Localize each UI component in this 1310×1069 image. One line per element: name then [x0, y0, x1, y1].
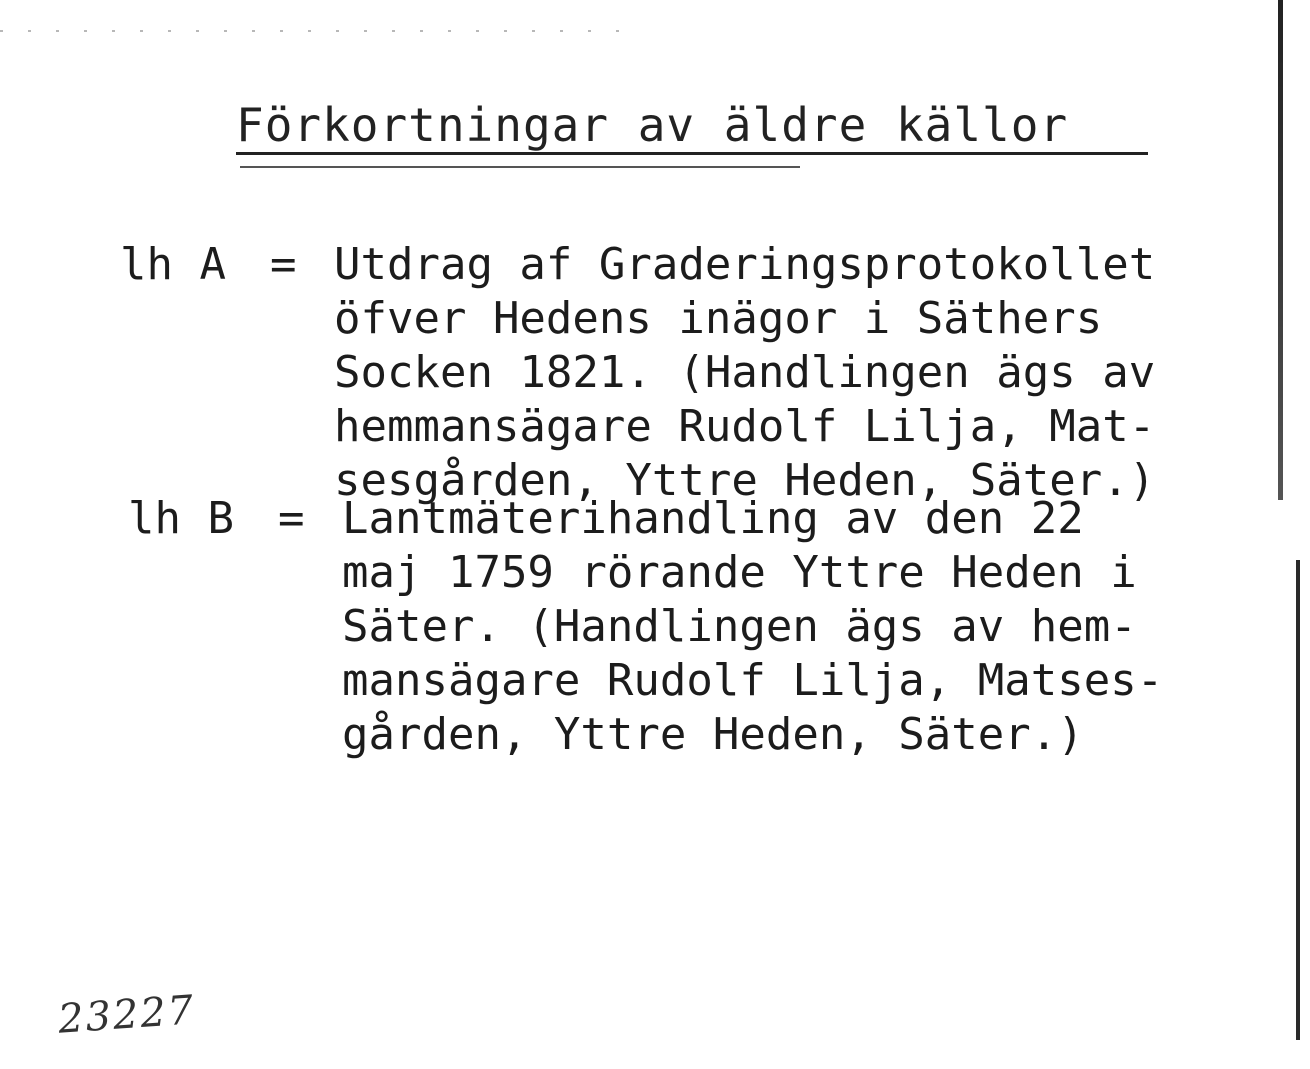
- abbreviation-code: lh B: [128, 493, 234, 544]
- abbreviation-code: lh A: [120, 239, 226, 290]
- equals-sign: =: [278, 493, 305, 544]
- scan-edge-shadow: [1278, 0, 1283, 500]
- entry-text-line: gården, Yttre Heden, Säter.): [342, 709, 1084, 760]
- entry-first-line: [120, 238, 1155, 292]
- scan-speckles: [0, 30, 620, 32]
- entry-text-line: sesgården, Yttre Heden, Säter.): [334, 455, 1156, 506]
- entry-text-line: Utdrag af Graderingsprotokollet: [334, 239, 1156, 290]
- entry-text-line: hemmansägare Rudolf Lilja, Mat-: [334, 401, 1156, 452]
- entry-text-line: Säter. (Handlingen ägs av hem-: [342, 601, 1137, 652]
- title-underline-secondary: [240, 166, 800, 168]
- document-title: Förkortningar av äldre källor: [236, 98, 1069, 152]
- abbreviation-entry-b: [128, 492, 1163, 762]
- equals-sign: =: [270, 239, 297, 290]
- entry-text-line: Socken 1821. (Handlingen ägs av: [334, 347, 1156, 398]
- entry-text-line: maj 1759 rörande Yttre Heden i: [342, 547, 1137, 598]
- entry-first-line: [128, 492, 1163, 546]
- abbreviation-entry-a: [120, 238, 1155, 508]
- scan-edge-shadow-lower: [1296, 560, 1300, 1040]
- title-underline: [236, 152, 1148, 155]
- entry-text-line: öfver Hedens inägor i Säthers: [334, 293, 1103, 344]
- entry-text-line: Lantmäterihandling av den 22: [342, 493, 1084, 544]
- entry-text-line: mansägare Rudolf Lilja, Matses-: [342, 655, 1164, 706]
- handwritten-archive-number: 23227: [56, 987, 197, 1043]
